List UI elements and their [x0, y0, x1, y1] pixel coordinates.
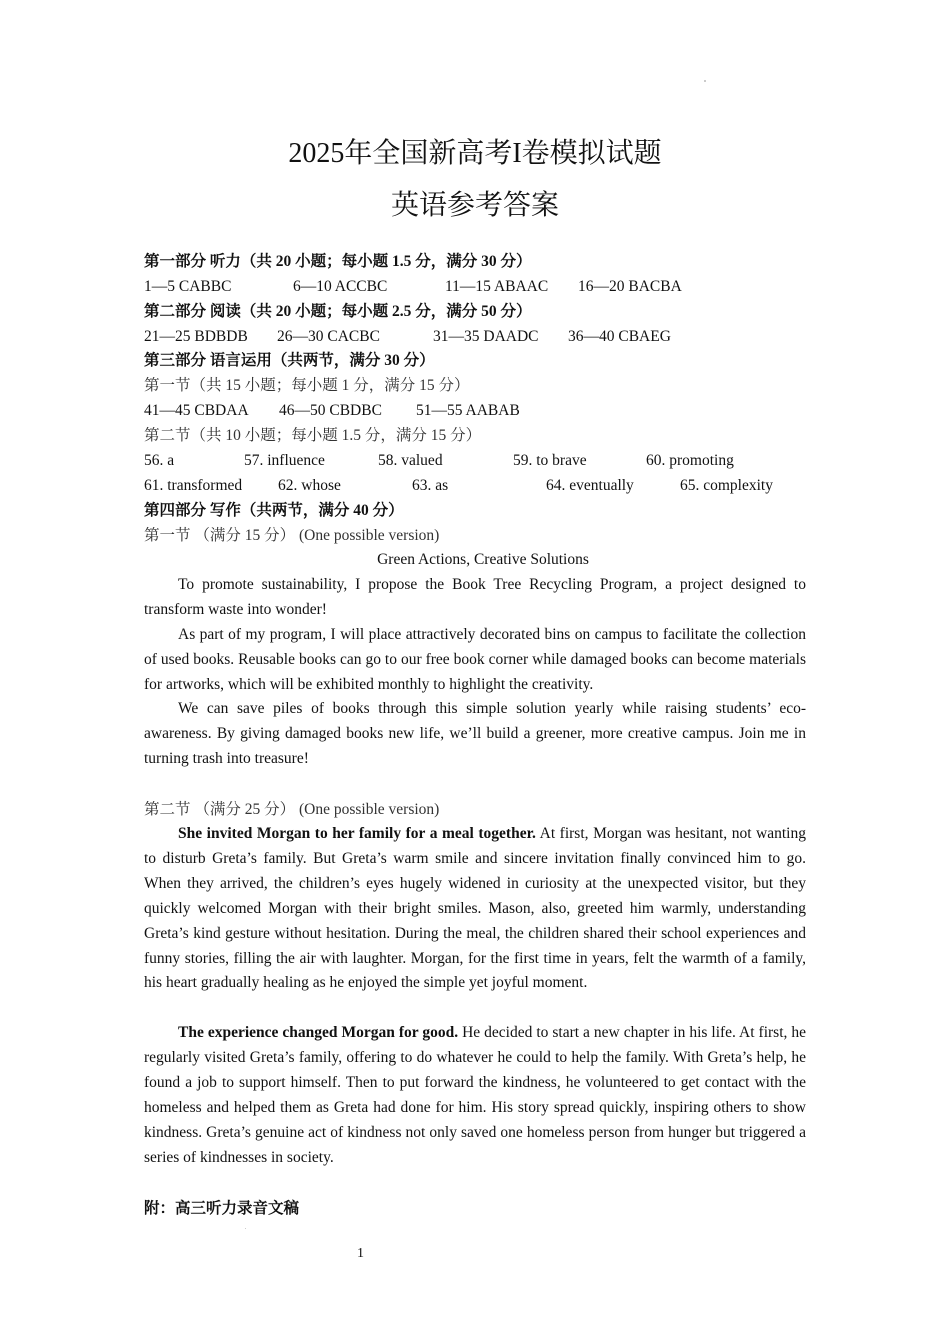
- part1-heading: 第一部分 听力（共 20 小题；每小题 1.5 分，满分 30 分）: [144, 253, 532, 270]
- blank-answer: 56. a: [144, 452, 175, 469]
- answer-group: 11—15 ABAAC: [445, 278, 549, 295]
- blank-answer: 63. as: [412, 477, 449, 494]
- part3-section1-answers: [144, 401, 808, 421]
- answer-group: 21—25 BDBDB: [144, 328, 248, 345]
- page-subtitle: 英语参考答案: [390, 190, 559, 221]
- story-paragraph-2-body: He decided to start a new chapter in his life. At first, he regularly visited Greta’s family, offering to do whatever he could to help the family. With Greta’s help, he found a job to support himself. Then to put forward the kindness, he volunteered to get contact with the homeless and helped them as Greta had done for him. His story spread quickly, inspiring others to show kindness. Greta’s genuine act of kindness not only saved one homeless person from hunger but triggered a series of kindnesses in society.: [144, 1024, 806, 1166]
- essay-paragraph-3: We can save piles of books through this simple solution yearly while raising students’ eco-awareness. By giving damaged books new life, we’ll build a greener, more creative campus. Join me in turning trash into treasure!: [144, 700, 806, 767]
- blank-answer: 64. eventually: [546, 477, 634, 494]
- blank-answer: 57. influence: [244, 452, 325, 469]
- part4-section1-heading: 第一节 （满分 15 分） (One possible version): [144, 527, 440, 544]
- blank-answer: 58. valued: [378, 452, 443, 469]
- part2-heading: 第二部分 阅读（共 20 小题；每小题 2.5 分，满分 50 分）: [144, 303, 532, 320]
- story-paragraph-2: [144, 1021, 806, 1170]
- answer-group: 6—10 ACCBC: [293, 278, 388, 295]
- part3-section2-row2: [144, 476, 808, 496]
- part1-answers: [144, 277, 808, 297]
- blank-answer: 60. promoting: [646, 452, 734, 469]
- blank-answer: 59. to brave: [513, 452, 587, 469]
- part4-heading: 第四部分 写作（共两节，满分 40 分）: [144, 502, 404, 519]
- answer-group: 1—5 CABBC: [144, 278, 232, 295]
- answer-group: 36—40 CBAEG: [568, 328, 671, 345]
- answer-group: 46—50 CBDBC: [279, 402, 382, 419]
- page-title: 2025年全国新高考I卷模拟试题: [288, 138, 662, 169]
- blank-answer: 65. complexity: [680, 477, 773, 494]
- blank-answer: 62. whose: [278, 477, 341, 494]
- answer-group: 16—20 BACBA: [578, 278, 682, 295]
- answer-group: 41—45 CBDAA: [144, 402, 249, 419]
- essay-paragraph-2: As part of my program, I will place attractively decorated bins on campus to facilitate the collection of used books. Reusable books can go to our free book corner while damaged books can become materials for artworks, which will be exhibited monthly to highlight the creativity.: [144, 626, 806, 693]
- part3-section1-heading: 第一节（共 15 小题；每小题 1 分，满分 15 分）: [144, 377, 470, 394]
- blank-answer: 61. transformed: [144, 477, 243, 494]
- part3-section2-row1: [144, 451, 808, 471]
- essay-paragraph-1: To promote sustainability, I propose the Book Tree Recycling Program, a project designed to transform waste into wonder!: [144, 576, 806, 618]
- part3-section2-heading: 第二节（共 10 小题；每小题 1.5 分，满分 15 分）: [144, 427, 482, 444]
- story-paragraph-2-lead: The experience changed Morgan for good.: [178, 1024, 459, 1041]
- part3-heading: 第三部分 语言运用（共两节，满分 30 分）: [144, 352, 435, 369]
- answer-group: 51—55 AABAB: [416, 402, 520, 419]
- speck: [245, 1228, 246, 1229]
- page-number: 1: [357, 1246, 364, 1261]
- story-paragraph-1-lead: She invited Morgan to her family for a meal together.: [178, 825, 536, 842]
- answer-group: 31—35 DAADC: [433, 328, 539, 345]
- speck: [704, 80, 706, 82]
- appendix-heading: 附：高三听力录音文稿: [144, 1200, 300, 1217]
- part2-answers: [144, 327, 808, 347]
- part4-section2-heading: 第二节 （满分 25 分） (One possible version): [144, 801, 440, 818]
- story-paragraph-1: [144, 822, 806, 996]
- essay-title: Green Actions, Creative Solutions: [377, 551, 589, 568]
- story-paragraph-1-body: At first, Morgan was hesitant, not wanting to disturb Greta’s family. But Greta’s warm smile and sincere invitation finally convinced him to go. When they arrived, the children’s eyes hugely widened in curiosity at the unexpected visitor, but they quickly welcomed Morgan with their bright smiles. Mason, also, greeted him warmly, understanding Greta’s kind gesture without hesitation. During the meal, the children shared their school experiences and funny stories, filling the air with laughter. Morgan, for the first time in years, felt the warmth of a family, his heart gradually healing as he enjoyed the simple yet joyful moment.: [144, 825, 806, 992]
- answer-group: 26—30 CACBC: [277, 328, 380, 345]
